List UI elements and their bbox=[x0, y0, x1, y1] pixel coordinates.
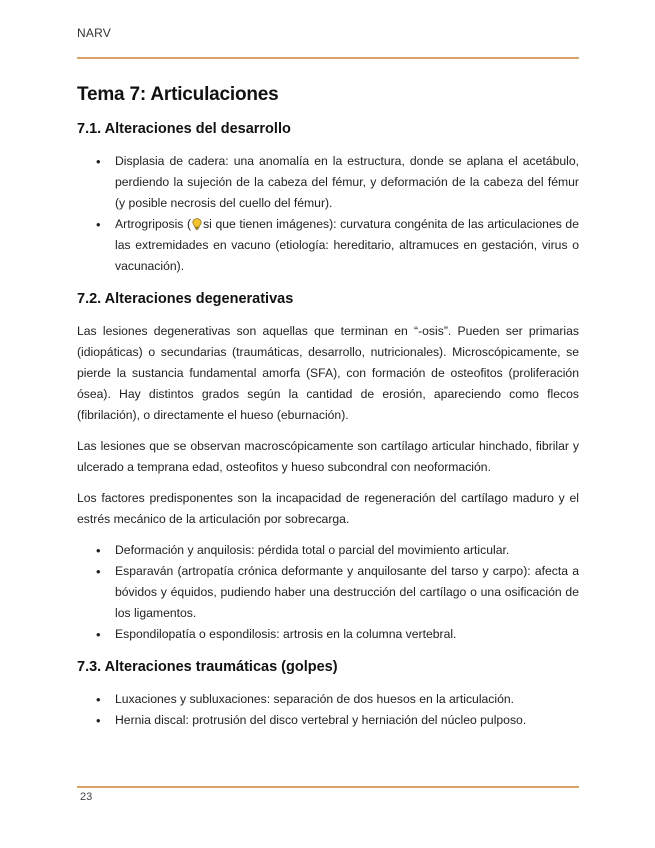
paragraph: Los factores predisponentes son la incapacidad de regeneración del cartílago maduro y el estrés mecánico de la articulación por sobrecarga. bbox=[77, 491, 579, 526]
lightbulb-icon bbox=[192, 218, 202, 230]
list-item: • Deformación y anquilosis: pérdida total o parcial del movimiento articular. bbox=[77, 540, 579, 561]
list-item: • Displasia de cadera: una anomalía en la estructura, donde se aplana el acetábulo, perdiendo la sujeción de la cabeza del fémur, y deformación de la cabeza del fémur (y posible necrosis del cuello del fémur). bbox=[77, 151, 579, 214]
list-item: • Hernia discal: protrusión del disco vertebral y herniación del núcleo pulposo. bbox=[77, 710, 579, 731]
header-divider bbox=[77, 57, 579, 59]
list-item-text: si que tienen imágenes): curvatura congénita de las articulaciones de las extremidades en vacuno (etiología: hereditario, altramuces en gestación, virus o vacunación). bbox=[115, 217, 579, 273]
paragraph: Las lesiones que se observan macroscópicamente son cartílago articular hinchado, fibrilar y ulcerado a temprana edad, osteofitos y hueso subcondral con neoformación. bbox=[77, 439, 579, 474]
page-header-title: NARV bbox=[77, 26, 111, 40]
list-item-text: Artrogriposis ( bbox=[115, 217, 192, 231]
section-7-3-list bbox=[77, 689, 579, 731]
list-item: • Luxaciones y subluxaciones: separación de dos huesos en la articulación. bbox=[77, 689, 579, 710]
section-title-7-1: 7.1. Alteraciones del desarrollo bbox=[77, 121, 291, 137]
page-number: 23 bbox=[80, 791, 93, 803]
chapter-title: Tema 7: Articulaciones bbox=[77, 84, 279, 105]
paragraph: Las lesiones degenerativas son aquellas que terminan en “-osis”. Pueden ser primarias (idiopáticas) o secundarias (traumáticas, desarrollo, nutricionales). Microscópicamente, se pierde la sustancia fundamental amorfa (SFA), con formación de osteofitos (proliferación ósea). Hay distintos grados según la cantidad de erosión, apareciendo como flecos (fibrilación), o directamente el hueso (eburnación). bbox=[77, 324, 579, 422]
list-item: • Esparaván (artropatía crónica deformante y anquilosante del tarso y carpo): afecta a bóvidos y équidos, pudiendo haber una destrucción del cartílago o una osificación de los ligamentos. bbox=[77, 561, 579, 624]
document-body bbox=[77, 84, 579, 743]
section-7-2-list bbox=[77, 540, 579, 645]
section-title-7-3: 7.3. Alteraciones traumáticas (golpes) bbox=[77, 659, 338, 675]
section-7-1-list bbox=[77, 151, 579, 277]
footer-divider bbox=[77, 786, 579, 788]
list-item: • Espondilopatía o espondilosis: artrosis en la columna vertebral. bbox=[77, 624, 579, 645]
list-item bbox=[77, 214, 579, 277]
section-title-7-2: 7.2. Alteraciones degenerativas bbox=[77, 291, 294, 307]
